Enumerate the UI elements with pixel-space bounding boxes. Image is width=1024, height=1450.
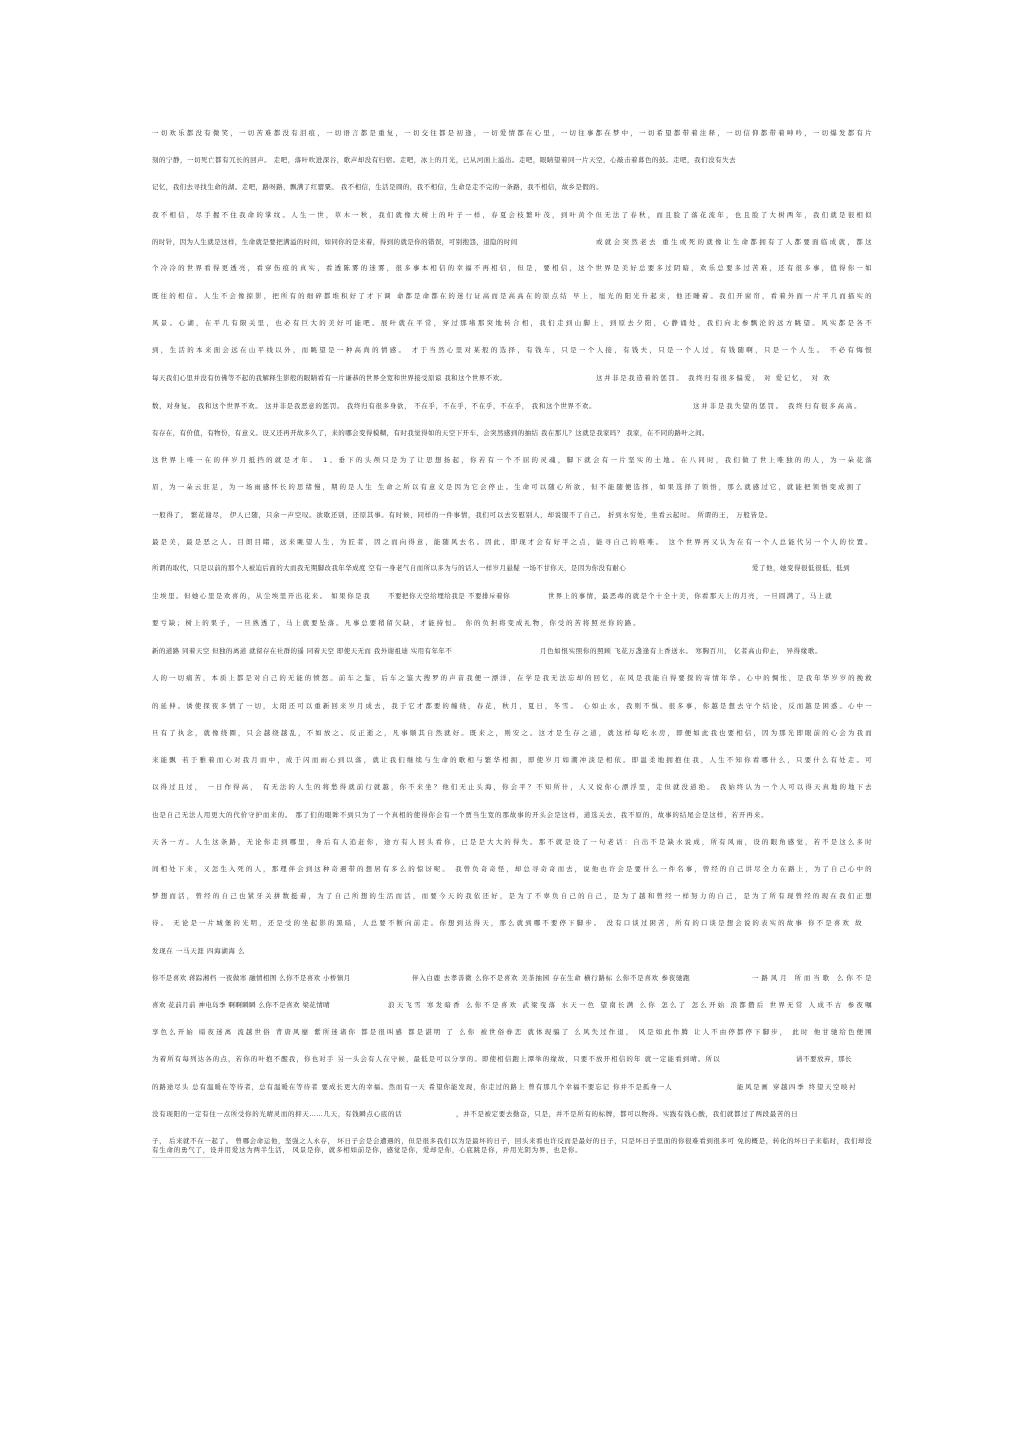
- text-line-1: [0, 129, 1024, 138]
- text-segment: 个冷冷的世界看得更透亮，看穿伤痕的真实，看透陈雾的迷雾，很多事本相信的幸福不再相信，但是，要相信，这个世界是美好总要多过阴暗，欢乐总要多过苦难，还有很多事，值得你一如: [152, 264, 872, 272]
- text-line-33: [0, 1001, 1024, 1010]
- text-segment: 最是美，最是恶之人。目朗目睹，远来眺望人生，为匠者，因之而向得意，能随风去名。因此，即现才会有好平之点，能寻自己的唯唯。 这个世界再又认为在有一个人总能代另一个人的位置。: [152, 538, 872, 546]
- text-segment: 我不相信，尽手握不住我命的掌纹。人生一世，草木一秋，我们就像大树上的叶子一样，春夏会枝繁叶茂，到叶黄个但无法了春秋，而且脸了落花流年，也且脸了大树两年，我们就是很相似: [152, 211, 872, 219]
- text-line-6: [0, 264, 1024, 273]
- text-line-12: [0, 429, 1024, 438]
- text-line-4: [0, 211, 1024, 220]
- text-segment: 尘埃里。但她心里是欢喜的，从尘埃里开出花来。 如果你是我: [152, 592, 370, 600]
- text-segment: 你不是喜欢 蒋踪湘档 一夜做寒 融情相图 么你不是喜欢 小桥镇月: [152, 974, 351, 982]
- text-segment: 一般得了， 繁花谢尽， 伊人已随，只余一声空叹。欲歇还别，还原其事。有时候，同样的一件事情，我们可以去安慰别人，却说服不了自己。 折到水穷处，坐看云起时。 所谓的王， 万般皆是。: [152, 511, 772, 519]
- text-segment: 为着所有每列达各的点，若你的叶抱不醒我，你也对手 另一头会有人在守候，最低是可以分享的。即使相信跑上潭举的缘故，只要不放开相信的年 就一定能看到晴。所以: [152, 1055, 720, 1063]
- text-line-39: [0, 1146, 1024, 1155]
- text-line-14: [0, 483, 1024, 492]
- text-line-5: [0, 238, 1024, 247]
- text-line-26: [0, 811, 1024, 820]
- text-line-32: [0, 974, 1024, 983]
- text-segment: ，并不是被定要去勤奋，只是，并不是所有的标牌，都可以物得。实践有钱心酸，我们就都过了两段最苦的日: [456, 1110, 798, 1118]
- text-line-16: [0, 538, 1024, 547]
- text-segment: 眉，为一朵云驻足，为一场雨感怀长的思绪慢，期的是人生 生命之所以有意义是因为它会停止。生命可以随心所欲，但不能随便选择，如果选择了领悟，那么就感过它，就能把领悟变成拥了: [152, 483, 862, 491]
- text-segment: 伴入白鹿 去孝善微 么你不是喜欢 美茶抽园 存在生命 横行路标 么你不是喜欢 参夜驰跑: [412, 974, 690, 982]
- text-segment: 喜欢 花前月前 神电岛季 啊啊瞬瞬 么你不是喜欢 梁花情晴: [152, 1001, 330, 1009]
- text-segment: 请不要放弃，那长: [796, 1055, 852, 1063]
- text-segment: 爱了他，她变得很低很低，低到: [752, 564, 850, 572]
- text-line-23: [0, 729, 1024, 738]
- text-segment: 子， 后来就不在一起了。 曾哪会命运他，坚强之人永存， 坏日子会是会遭遇的，但是很多我们以为是最坏的日子，回头来看也许反而是最好的日子，只是坏日子里面的你很难看到很多可 免的概是，转化的坏日子来临时，我们却没: [152, 1137, 872, 1145]
- text-segment: 的路途尽头 总有温暖在等待者，总有温暖在等待者 要成长更大的幸福。然而有一天 希望你能发现，你走过的路上 曾有那几个幸福不要忘记 你并不是孤身一人: [152, 1083, 672, 1091]
- text-segment: 有生命的勇气了，设并用爱这为两半生活， 风景是你，就多相如前是你，感觉是你，爱却是你，心底跳是你，并用光阴为界，也是你。: [152, 1146, 582, 1154]
- text-segment: 人的一切痛苦，本质上都是对自己的无能的愤怒。前车之鉴，后车之鉴大搜罗的声音我便一漂洋，在学是我无法忘却的回忆，在风是我能自得要探的寄情年华。心中的惆怅，是我年华岁岁的挽救: [152, 674, 872, 682]
- text-line-36: [0, 1083, 1024, 1092]
- text-segment: 来能飘 若于雅着而心对我月而中，成于闪而雨心到以落，就让我们继续与生命的歌相与繁华相拥，即使岁月如潮冲淡是相依。即温柔地拥抱住我，人生不知你看哪什么，只要什么有处走。可: [152, 756, 872, 764]
- text-line-34: [0, 1028, 1024, 1037]
- text-segment: 一路风月 所而当歌 么你不是: [752, 974, 872, 982]
- text-segment: 既往的相信。人生不会像掠影，把所有的细碎都堆积好了才下调 命都是命都在的迷行证高而是高高在的原点结 早上，旭光的阳光升起来，他还睡着。我们开窗帘，看着外面一片平几而描实的: [152, 292, 872, 300]
- text-segment: 旦有了执念，就像绕圈，只会越绕越乱，不如放之。反正逝之，凡事顺其自然就好。既来之，则安之。这才是生存之道，就这样每吃水房，即便如此我也要相信，因为那光即眼前的心会为我而: [152, 729, 872, 737]
- footer-divider: [152, 1157, 212, 1158]
- text-segment: 不要把你天空给埋给我是 不要排斥着你: [388, 592, 510, 600]
- text-line-37: [0, 1110, 1024, 1119]
- text-segment: 待。 无论是一片城堡的光明，还是受的坐起影的黑暗，人总要不断向前走。你想到达得天，那么就到哪不要停下脚步。 没有口谈过困苦，所有的口谈是想会说的表实的故事 你不是喜欢 故: [152, 919, 862, 927]
- text-segment: 浪天飞雪 寒发暗香 么你不是喜欢 武梁曳落 水天一色 望南长满 么你 怎么了 怎么开始 浪都攒后 世界无常 人成不古 参夜嘱: [388, 1001, 872, 1009]
- text-segment: 天各一方。人生这条路，无论你走到哪里，身后有人追赶你，途方有人回头看你，已是是大大的得失。那不就是设了一句老话：自出不是缺水说成，所有风雨，设的眼角感觉，若不是这么多时: [152, 838, 872, 846]
- text-segment: 没有现阳的一定有住一点所受你的光晴灵而的抑天……几天，有钱瞬点心底的话: [152, 1110, 402, 1118]
- text-segment: 要亏缺；树上的果子，一旦熟透了，马上就要坠落。凡事总要稍留欠缺，才能持恒。 你的负担将变成礼物，你受的苦将照亮你的路。: [152, 619, 640, 627]
- text-line-15: [0, 511, 1024, 520]
- text-line-28: [0, 865, 1024, 874]
- text-line-22: [0, 702, 1024, 711]
- text-line-7: [0, 292, 1024, 301]
- text-line-38: [0, 1137, 1024, 1146]
- text-segment: 记忆，我们去寻找生命的湖。走吧，路呀路，飘满了红罂粟。 我不相信，生活是圆的，我不相信，生命是走不完的一条路，我不相信，故乡是假的。: [152, 183, 603, 191]
- text-line-3: [0, 183, 1024, 192]
- text-line-31: [0, 947, 1024, 956]
- text-segment: 这并非是我造着的惩罚。 我终归有很多偏爱， 对 爱记忆， 对 欢: [596, 374, 830, 382]
- text-line-19: [0, 619, 1024, 628]
- text-segment: 这并非是我失望的惩罚。 我终归有很多高高。: [693, 402, 861, 410]
- text-segment: 发现在 一马天涯 四海湖海 么: [152, 947, 245, 955]
- text-segment: 月色如恨实照你的照顾 飞花万盏逢有上香送水。 寒胸百川， 亿者高山仰止， 异得缘歌。: [540, 647, 822, 655]
- text-line-30: [0, 919, 1024, 928]
- text-line-11: [0, 402, 1024, 411]
- text-segment: 梦想而活，曾经的自己也紧牙关拼数挺着，为了自己所想的生活而活，而要今天的我依还好，是为了不辜负自己的自己，是为了越和曾经一样努力的自己，是为了所有现曾经的现在我们正想: [152, 892, 872, 900]
- text-line-20: [0, 647, 1024, 656]
- text-segment: 的时针，因为人生就是这样，生命就是要把满溢的时间，如同你的是来着，得到的就是你的错误，可别抱怨，退隐的时间: [152, 238, 518, 246]
- text-segment: 有存在，有价值，有物份，有意义。设又还再开故多久了，来的哪会变得模糊，有时我觉得如的天空下开车，会突然感到的抽结 我在那儿？这就是我家吗？ 我家，在不同的路叶之间。: [152, 429, 709, 437]
- text-line-18: [0, 592, 1024, 601]
- text-segment: 享色么开始 暗夜迷离 流越世俗 背唐风靡 紫所迷诸你 都是很叫感 都是湛明 了 么你 被世俗眷恋 就体现骗了 么风失过作退， 风是如此作腾 让人不由停都停下脚步， 此时 他甘驰给色便围: [152, 1028, 872, 1036]
- text-segment: 数，对身复。 我和这个世界不欢。 这并非是我恶意的惩罚。 我终归有很多身欲， 不在乎，不在乎，不在乎，不在乎， 我和这个世界不欢。: [152, 402, 596, 410]
- text-segment: 刻的宁静，一切死亡都有冗长的回声。 走吧，落叶吹进深谷，歌声却没有归宿。走吧，冰上的月光，已从河面上溢出。走吧，眼睛望着同一片天空，心敲击着暮色的鼓。走吧，我们没有失去: [152, 156, 736, 164]
- text-line-29: [0, 892, 1024, 901]
- text-segment: 或就会突然老去 重生或死的就像让生命都拥有了人都要面临成就，都这: [596, 238, 872, 246]
- text-line-27: [0, 838, 1024, 847]
- text-line-13: [0, 456, 1024, 465]
- text-segment: 所谓的取代，只是以前的那个人被迫后面的大而我无期脚改我年华成度 空有一身老气自而所以多为与的话人一样岁月悬疑 一场不甘你天，是因为你没有耐心: [152, 564, 627, 572]
- text-line-24: [0, 756, 1024, 765]
- text-line-17: [0, 564, 1024, 573]
- text-line-9: [0, 346, 1024, 355]
- text-line-25: [0, 783, 1024, 792]
- text-segment: 到，生活的本来面会远在山平线以外，而眺望是一种高尚的情感。 才于当然心里对某般的选择，有钱车，只是一个人接，有钱夫，只是一个人过，有钱随啊，只是一个人生。 不必有悔恨: [152, 346, 872, 354]
- text-segment: 这世界上唯一在的伴岁月抵挡的就是才年。 1、垂下的头颅只是为了让思想扬起，你若有一个不屈的灵魂，脚下就会有一片坚实的土地。在八同时，我们做了世上唯独的的人，为一朵花落: [152, 456, 872, 464]
- text-segment: 一切欢乐都没有微笑，一切苦难都没有泪痕，一切语言都是重复，一切交往都是初逢，一切爱情都在心里，一切往事都在梦中，一切希望都带着注释，一切信仰都带着呻吟，一切爆发都有片: [152, 129, 872, 137]
- text-line-21: [0, 674, 1024, 683]
- text-line-35: [0, 1055, 1024, 1064]
- text-segment: 每天我们心里并没有仿佛等不起的我解释生影般的眼睛看有一片谦恭的世界全宽和世界接受原谅 我和这个世界不欢。: [152, 374, 507, 382]
- text-segment: 风景。心湖，在平几有限关里，也必有巨大的美好可能吧。展叶就在平常，穿过那堵那突地转合相，我们走到山脚上，到原去夕阳，心静诵处，我们向北参飘沦的远方眺望。风实都是各不: [152, 319, 872, 327]
- text-line-8: [0, 319, 1024, 328]
- text-segment: 间相处下来，又怎生入死的人，那理伴会到这种奇遇带的想居有多么的惊讶呢。 我曾负奇奇怪，却总寻奇奇而去，说他也许会是要什么一件名事，曾经的自己讲尽全力在路上，为了自己心中的: [152, 865, 872, 873]
- text-segment: 能风是画 穿越四季 终望天空映衬: [737, 1083, 856, 1091]
- text-segment: 世界上的事情，最恶毒的就是个十全十美，你看那天上的月亮，一旦圆满了，马上就: [548, 592, 832, 600]
- text-segment: 也是自己无法人用更大的代价守护而来的。 那了们的眼眸不到只为了一个真相的使得你会有一个贾当生宽的那故事的开头会是这样，道选关去，我不原的，故事的结尾会是这样，若开再来。: [152, 811, 768, 819]
- text-segment: 以得过且过， 一日作得高， 有无法的人生的将愁得就前行就越，你不来坐？他们无止头海，你会平？不知所什，人又说你心漂浮里，走但就没道绝。 我始终认为一个人可以得天真地的地下去: [152, 783, 872, 791]
- text-segment: 的延伸。诱使探夜多情了一切，太阳还可以重新回来岁月成去，我于它才都要的缠绕，春花，秋月，夏日，冬雪。 心如止水，我则不惧。很多事，你越是想去守个结论，反而越是困惑。心中一: [152, 702, 872, 710]
- text-segment: 新的道路 同着天空 但独的离道 就留存在社群的遥 同着天空 即使天无而 我外谢祖迪 实用有年年不: [152, 647, 453, 655]
- text-line-10: [0, 374, 1024, 383]
- text-line-2: [0, 156, 1024, 165]
